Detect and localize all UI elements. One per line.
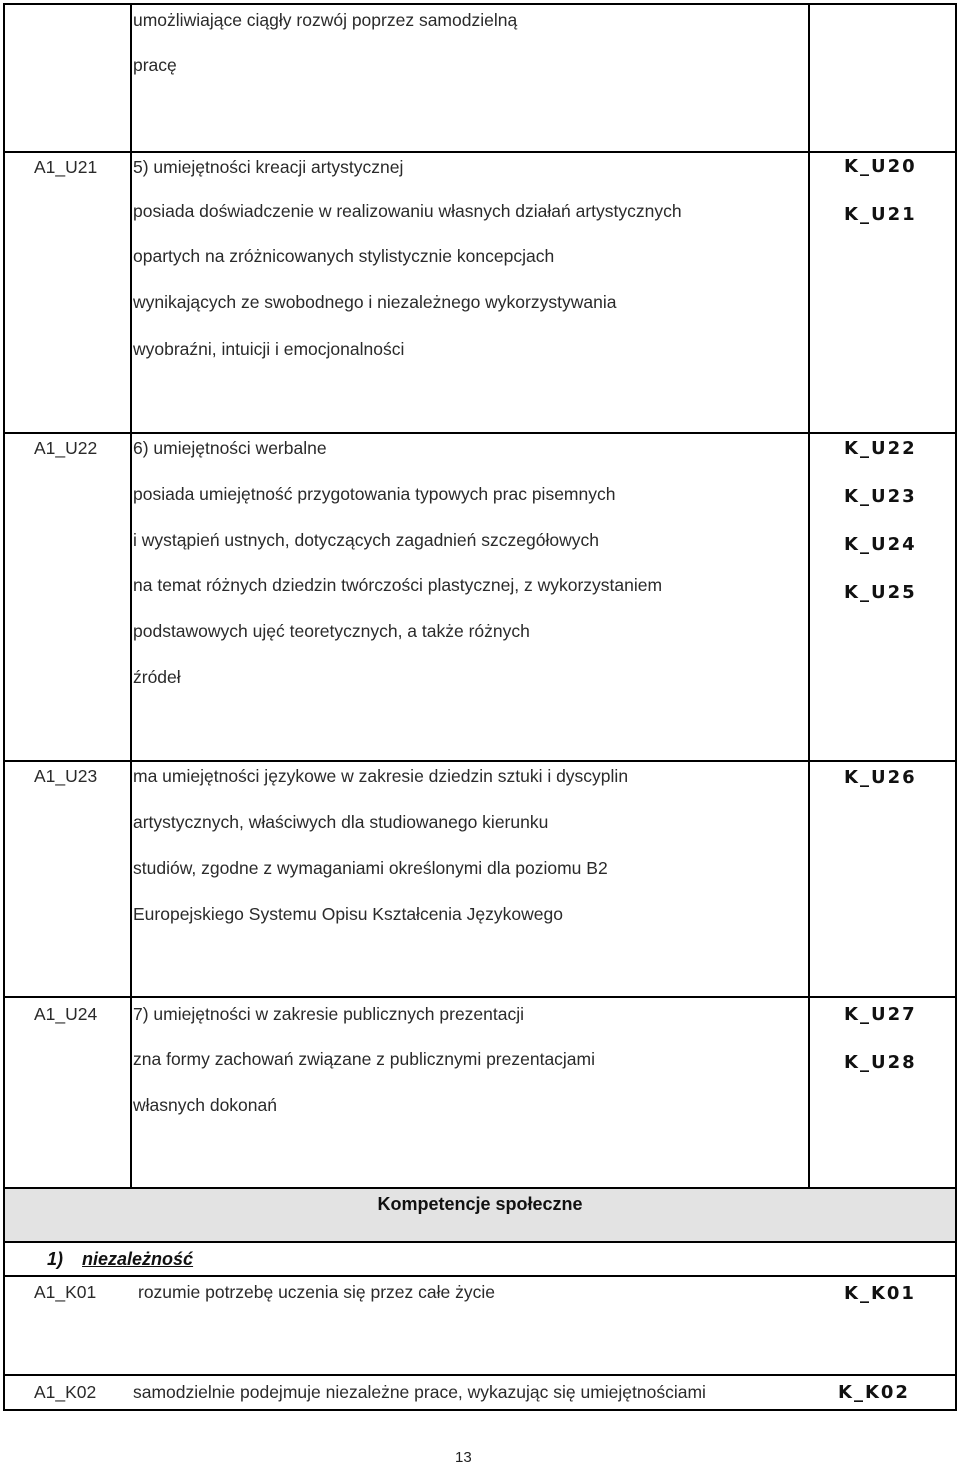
- row-text-line: własnych dokonań: [133, 1095, 277, 1115]
- row-text-line: wynikających ze swobodnego i niezależnego wykorzystywania: [133, 292, 617, 312]
- row-text-line: na temat różnych dziedzin twórczości plastycznej, z wykorzystaniem: [133, 575, 663, 595]
- table-border-top: [3, 3, 957, 5]
- col-divider-1: [130, 3, 132, 1188]
- outcome-code: K_U22: [844, 438, 917, 459]
- row-divider: [3, 1374, 957, 1376]
- row-id: A1_U24: [34, 1004, 98, 1024]
- page-number: 13: [455, 1449, 472, 1466]
- row-divider: [3, 996, 957, 998]
- row-text-line: 6) umiejętności werbalne: [133, 438, 327, 458]
- row-text-line: pracę: [133, 55, 177, 75]
- row-text-line: rozumie potrzebę uczenia się przez całe życie: [138, 1282, 495, 1302]
- row-text-line: studiów, zgodne z wymaganiami określonymi dla poziomu B2: [133, 858, 608, 878]
- row-text-line: umożliwiające ciągły rozwój poprzez samodzielną: [133, 10, 518, 30]
- row-text-line: posiada umiejętność przygotowania typowych prac pisemnych: [133, 484, 616, 504]
- outcome-code: K_U24: [844, 534, 917, 555]
- row-text-line: artystycznych, właściwych dla studiowanego kierunku: [133, 812, 549, 832]
- row-divider: [3, 432, 957, 434]
- row-text-line: samodzielnie podejmuje niezależne prace, wykazując się umiejętnościami: [133, 1382, 706, 1402]
- row-text-line: i wystąpień ustnych, dotyczących zagadnień szczegółowych: [133, 530, 599, 550]
- row-id: A1_U23: [34, 766, 98, 786]
- row-divider: [3, 1241, 957, 1243]
- row-text-line: Europejskiego Systemu Opisu Kształcenia Językowego: [133, 904, 563, 924]
- row-text-line: wyobraźni, intuicji i emocjonalności: [133, 339, 405, 359]
- row-text-line: podstawowych ujęć teoretycznych, a także różnych: [133, 621, 530, 641]
- outcome-code: K_U21: [844, 204, 917, 225]
- row-text-line: opartych na zróżnicowanych stylistycznie koncepcjach: [133, 246, 555, 266]
- row-id: A1_U21: [34, 157, 98, 177]
- row-divider: [3, 760, 957, 762]
- outcome-code: K_U26: [844, 767, 917, 788]
- row-id: A1_K02: [34, 1382, 97, 1402]
- outcome-code: K_K02: [838, 1382, 910, 1403]
- outcome-code: K_U20: [844, 156, 917, 177]
- row-divider: [3, 151, 957, 153]
- col-divider-2: [808, 3, 810, 1188]
- subsection-label: niezależność: [82, 1249, 194, 1269]
- row-text-line: 5) umiejętności kreacji artystycznej: [133, 157, 404, 177]
- outcome-code: K_U23: [844, 486, 917, 507]
- row-text-line: 7) umiejętności w zakresie publicznych prezentacji: [133, 1004, 525, 1024]
- subsection-title: [47, 1249, 193, 1270]
- row-divider: [3, 1275, 957, 1277]
- row-text-line: posiada doświadczenie w realizowaniu własnych działań artystycznych: [133, 201, 682, 221]
- section-header: Kompetencje społeczne: [377, 1194, 583, 1214]
- row-id: A1_U22: [34, 438, 98, 458]
- outcome-code: K_U27: [844, 1004, 917, 1025]
- row-id: A1_K01: [34, 1282, 97, 1302]
- outcome-code: K_K01: [844, 1283, 916, 1304]
- subsection-number: 1): [47, 1249, 64, 1269]
- outcome-code: K_U25: [844, 582, 917, 603]
- outcome-code: K_U28: [844, 1052, 917, 1073]
- row-text-line: źródeł: [133, 667, 181, 687]
- row-text-line: ma umiejętności językowe w zakresie dziedzin sztuki i dyscyplin: [133, 766, 629, 786]
- row-text-line: zna formy zachowań związane z publicznymi prezentacjami: [133, 1049, 596, 1069]
- table-border-bottom: [3, 1409, 957, 1411]
